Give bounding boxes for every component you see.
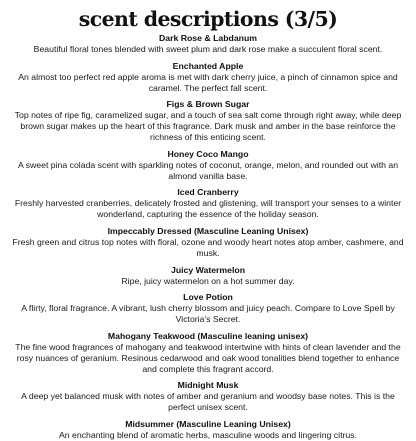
scent-description: Ripe, juicy watermelon on a hot summer day. [121,275,295,286]
scent-description: An enchanting blend of aromatic herbs, masculine woods and lingering citrus. [59,429,357,440]
scent-name: Love Potion [183,292,233,303]
scent-description: The fine wood fragrances of mahogany and teakwood intertwine with hints of clean lavender and the rosy nuances of geranium. Resinous cedarwood and oak wood tonalities blend together to enhance and complete this fragrant accord. [15,341,401,374]
scent-description: Fresh green and citrus top notes with floral, ozone and woody heart notes atop amber, cashmere, and musk. [12,236,404,258]
page-title: scent descriptions (3/5) [78,7,338,31]
scent-name: Enchanted Apple [172,60,244,71]
scent-description: A deep yet balanced musk with notes of amber and geranium and woodsy base notes. This is the perfect unisex scent. [21,391,395,413]
scent-entry [4,419,412,441]
scent-entry [4,187,412,220]
scent-entry [4,226,412,259]
scent-entry [4,61,412,94]
scent-name: Midnight Musk [177,380,239,391]
scent-entry [4,331,412,374]
scent-name: Figs & Brown Sugar [166,99,250,110]
scent-entry [4,149,412,182]
scent-description: Beautiful floral tones blended with sweet plum and dark rose make a succulent floral scent. [33,44,383,54]
scent-name: Mahogany Teakwood (Masculine leaning unisex) [107,330,309,341]
scent-name: Midsummer (Masculine Leaning Unisex) [125,418,291,429]
scent-description: A flirty, floral fragrance. A vibrant, lush cherry blossom and juicy peach. Compare to Love Spell by Victoria's Secret. [21,303,395,325]
scent-description: A sweet pina colada scent with sparkling notes of coconut, orange, melon, and rounded out with an almond vanilla base. [17,159,399,181]
scent-description: Freshly harvested cranberries, delicately frosted and glistening, will transport your senses to a winter wonderland, capturing the essence of the holiday season. [14,198,402,220]
scent-name: Juicy Watermelon [170,264,246,275]
scent-entry [4,99,412,142]
scent-name: Impeccably Dressed (Masculine Leaning Unisex) [107,225,309,236]
scent-entry [4,380,412,413]
scent-name: Iced Cranberry [177,187,239,198]
scent-description: Top notes of ripe fig, caramelized sugar, and a touch of sea salt come through right away, while deep brown sugar makes up the heart of this fragrance. Dark musk and amber in the base reinforce the richness of this enticing scent. [14,110,402,142]
scent-description: An almost too perfect red apple aroma is met with dark cherry juice, a pinch of cinnamon spice and caramel. The perfect fall scent. [18,71,398,93]
scent-entry [4,292,412,325]
scent-entry [4,265,412,287]
scent-entry [4,33,412,55]
scent-name: Honey Coco Mango [167,148,249,159]
scent-name: Dark Rose & Labdanum [159,33,257,43]
